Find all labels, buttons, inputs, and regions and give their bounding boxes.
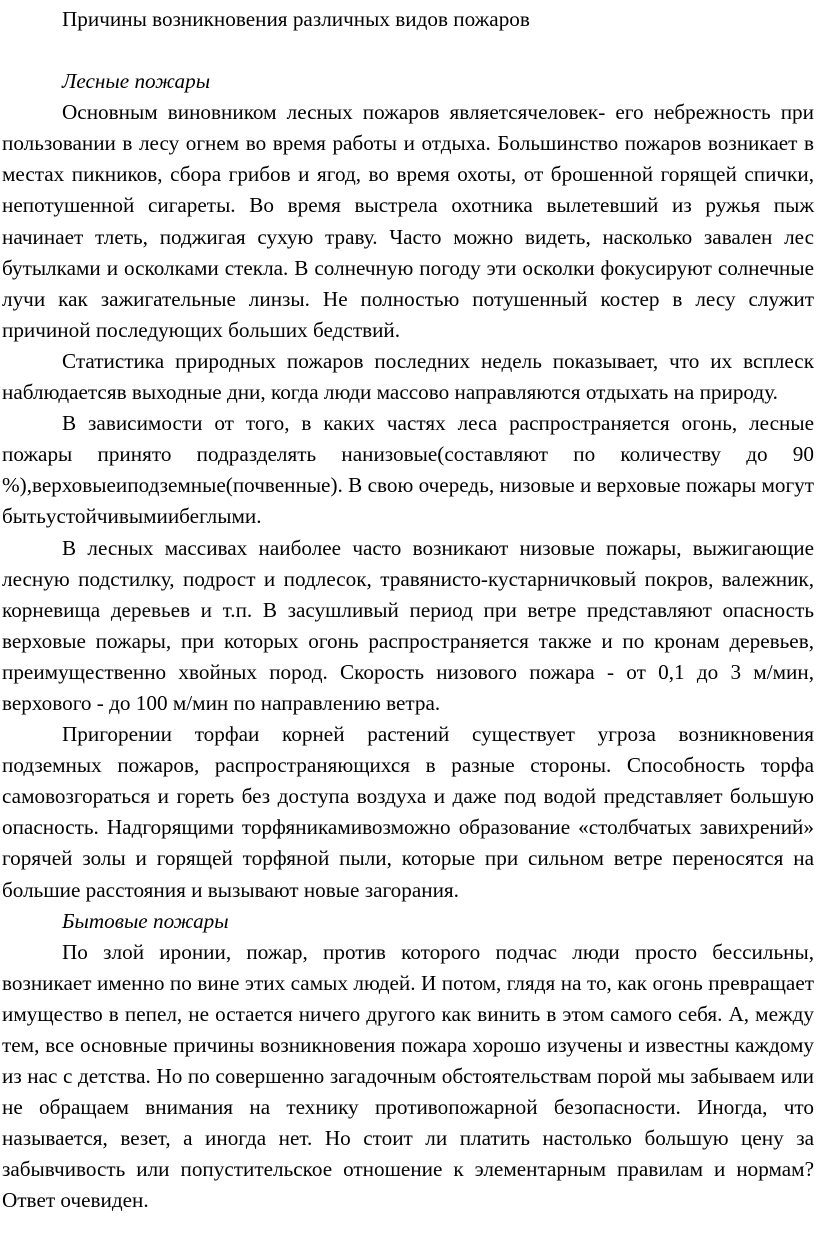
- page-title: Причины возникновения различных видов пожаров: [62, 7, 530, 31]
- section-forest-fires: [2, 66, 814, 906]
- paragraph: Статистика природных пожаров последних недель показывает, что их всплеск наблюдаетсяв выходные дни, когда люди массово направляются отдыхать на природу.: [2, 348, 814, 405]
- paragraph: Пригорении торфаи корней растений существует угроза возникновения подземных пожаров, распространяющихся в разные стороны. Способность торфа самовозгораться и гореть без доступа воздуха и даже под водой представляет большую опасность. Надгорящими торфяникамивозможно образование «столбчатых завихрений» горячей золы и горящей торфяной пыли, которые при сильном ветре переносятся на большие расстояния и вызывают новые загорания.: [2, 722, 814, 902]
- paragraph: По злой иронии, пожар, против которого подчас люди просто бессильны, возникает именно по вине этих самых людей. И потом, глядя на то, как огонь превращает имущество в пепел, не остается ничего другого как винить в этом самого себя. А, между тем, все основные причины возникновения пожара хорошо изучены и известны каждому из нас с детства. Но по совершенно загадочным обстоятельствам порой мы забываем или не обращаем внимания на технику противопожарной безопасности. Иногда, что называется, везет, а иногда нет. Но стоит ли платить настолько большую цену за забывчивость или попустительское отношение к элементарным правилам и нормам? Ответ очевиден.: [2, 939, 814, 1213]
- paragraph: В зависимости от того, в каких частях леса распространяется огонь, лесные пожары принято подразделять нанизовые(составляют по количеству до 90 %),верховыеиподземные(почвенные). В свою очередь, низовые и верховые пожары могут бытьустойчивымиибеглыми.: [2, 411, 814, 529]
- section-household-fires: [2, 906, 814, 1217]
- section-heading: Бытовые пожары: [62, 908, 229, 933]
- title-spacer: [2, 35, 814, 66]
- paragraph: Основным виновником лесных пожаров являетсячеловек- его небрежность при пользовании в лесу огнем во время работы и отдыха. Большинство пожаров возникает в местах пикников, сбора грибов и ягод, во время охоты, от брошенной горящей спички, непотушенной сигареты. Во время выстрела охотника вылетевший из ружья пыж начинает тлеть, поджигая сухую траву. Часто можно видеть, насколько завален лес бутылками и осколками стекла. В солнечную погоду эти осколки фокусируют солнечные лучи как зажигательные линзы. Не полностью потушенный костер в лесу служит причиной последующих больших бедствий.: [2, 100, 814, 342]
- section-heading: Лесные пожары: [62, 69, 211, 94]
- paragraph: В лесных массивах наиболее часто возникают низовые пожары, выжигающие лесную подстилку, подрост и подлесок, травянисто-кустарничковый покров, валежник, корневища деревьев и т.п. В засушливый период при ветре представляют опасность верховые пожары, при которых огонь распространяется также и по кронам деревьев, преимущественно хвойных пород. Скорость низового пожара - от 0,1 до 3 м/мин, верхового - до 100 м/мин по направлению ветра.: [2, 535, 814, 715]
